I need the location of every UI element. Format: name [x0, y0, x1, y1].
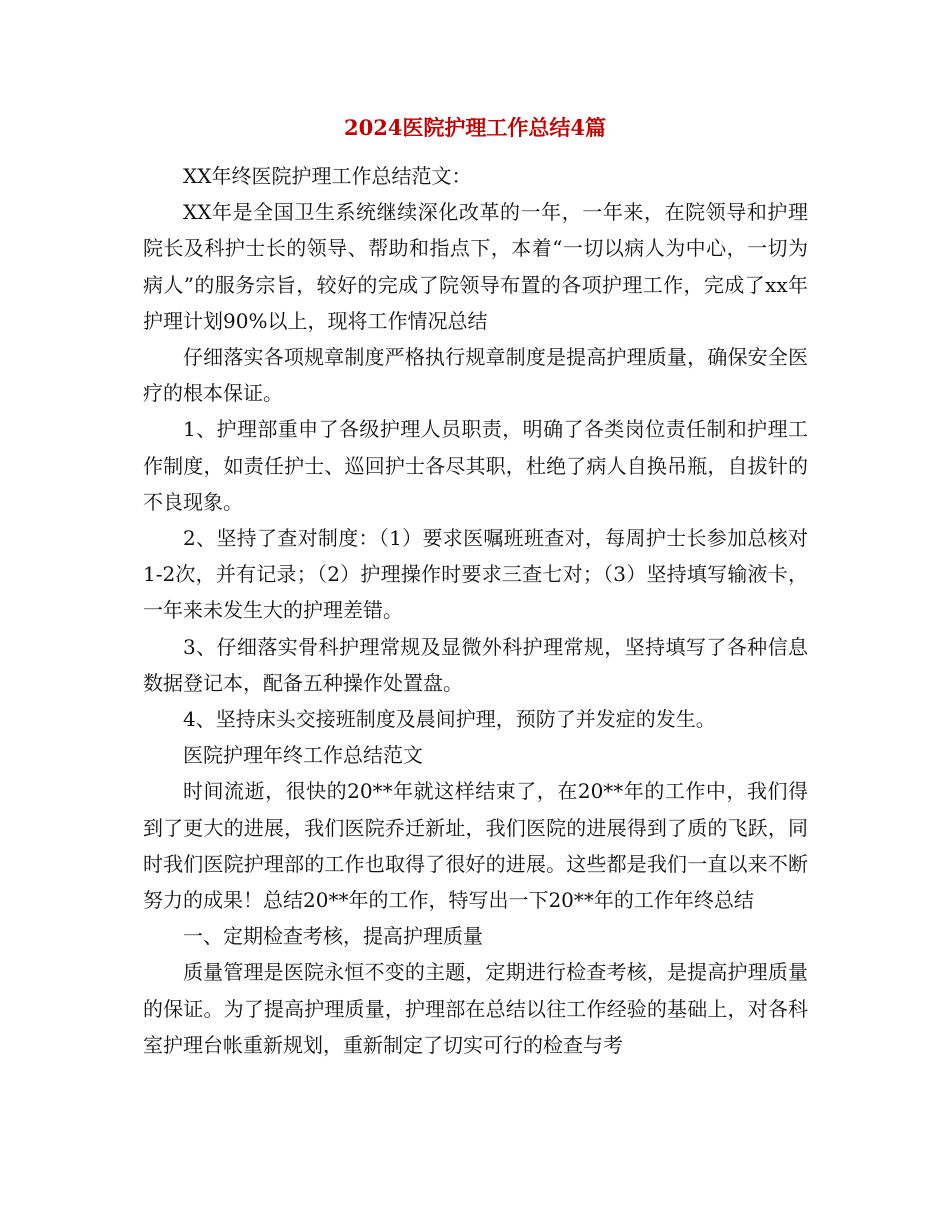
paragraph: 质量管理是医院永恒不变的主题，定期进行检查考核，是提高护理质量的保证。为了提高护理质量，护理部在总结以往工作经验的基础上，对各科室护理台帐重新规划，重新制定了切实可行的检查与考	[143, 960, 808, 1057]
paragraph: 3、仔细落实骨科护理常规及显微外科护理常规，坚持填写了各种信息数据登记本，配备五种操作处置盘。	[143, 634, 808, 695]
paragraph: XX年终医院护理工作总结范文：	[183, 164, 472, 188]
section-heading: 一、定期检查考核，提高护理质量	[183, 924, 483, 949]
paragraph: 4、坚持床头交接班制度及晨间护理，预防了并发症的发生。	[183, 707, 716, 732]
paragraph: 1、护理部重申了各级护理人员职责，明确了各类岗位责任制和护理工作制度，如责任护士、巡回护士各尽其职，杜绝了病人自换吊瓶，自拔针的不良现象。	[143, 417, 808, 514]
document-body	[143, 158, 808, 1063]
paragraph: 2、坚持了查对制度：（1）要求医嘱班班查对，每周护士长参加总核对1-2次，并有记录；（2）护理操作时要求三查七对；（3）坚持填写输液卡，一年来未发生大的护理差错。	[143, 526, 808, 623]
paragraph: XX年是全国卫生系统继续深化改革的一年，一年来，在院领导和护理院长及科护士长的领导、帮助和指点下，本着“一切以病人为中心，一切为病人”的服务宗旨，较好的完成了院领导布置的各项护理工作，完成了xx年护理计划90%以上，现将工作情况总结	[143, 200, 808, 333]
section-heading: 医院护理年终工作总结范文	[183, 743, 423, 768]
paragraph: 仔细落实各项规章制度严格执行规章制度是提高护理质量，确保安全医疗的根本保证。	[143, 345, 808, 406]
paragraph: 时间流逝，很快的20**年就这样结束了，在20**年的工作中，我们得到了更大的进展，我们医院乔迁新址，我们医院的进展得到了质的飞跃，同时我们医院护理部的工作也取得了很好的进展。这些都是我们一直以来不断努力的成果！总结20**年的工作，特写出一下20**年的工作年终总结	[143, 779, 808, 913]
document-title: 2024医院护理工作总结4篇	[343, 115, 607, 140]
